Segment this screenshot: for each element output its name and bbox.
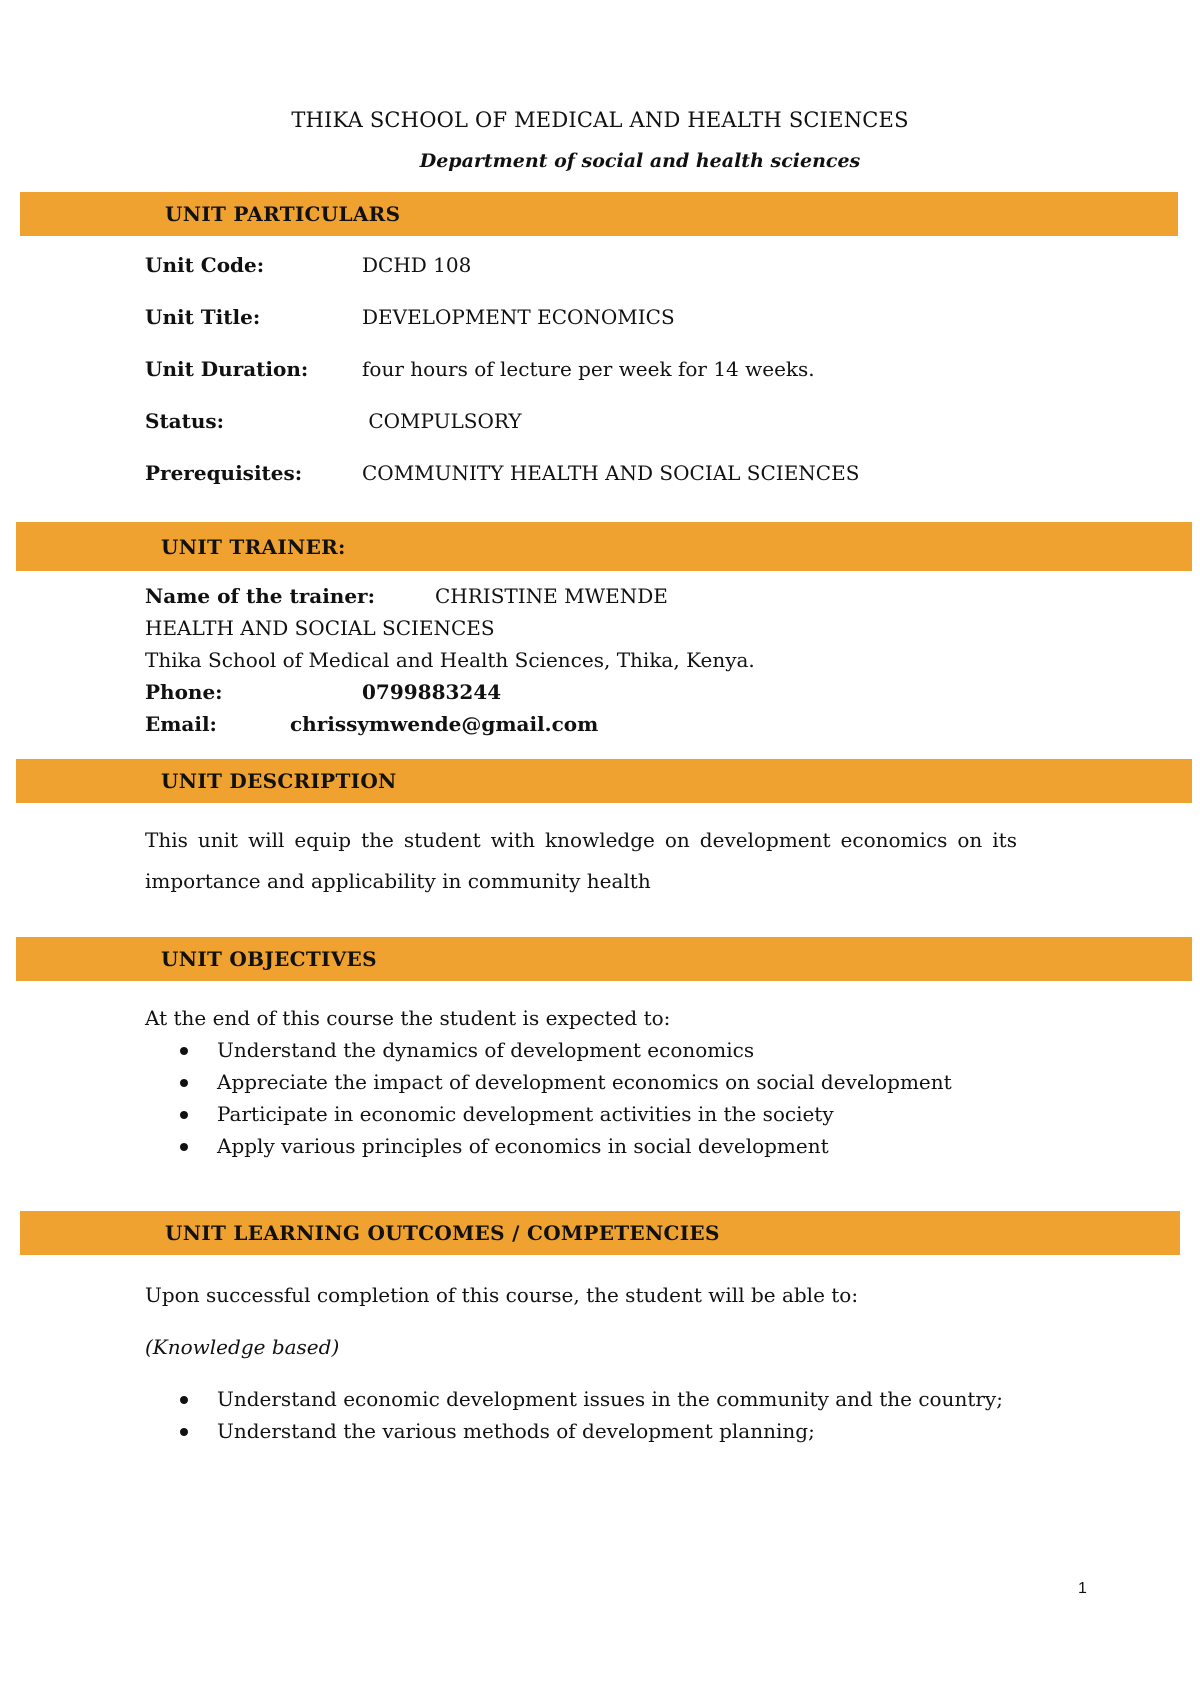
list-item: Apply various principles of economics in social development	[145, 1134, 952, 1166]
unit-description-text: This unit will equip the student with knowledge on development economics on its importance and applicability in community health	[145, 828, 1017, 893]
prerequisites-label: Prerequisites:	[145, 461, 303, 485]
unit-duration-label: Unit Duration:	[145, 357, 309, 381]
list-item: Participate in economic development activities in the society	[145, 1102, 952, 1134]
email-value: chrissymwende@gmail.com	[290, 712, 599, 736]
unit-code-value: DCHD 108	[362, 253, 472, 277]
section-band-particulars	[20, 192, 1178, 236]
bullet-icon	[180, 1396, 188, 1404]
unit-title-label: Unit Title:	[145, 305, 261, 329]
outcomes-subheading: (Knowledge based)	[145, 1335, 340, 1359]
prerequisites-value: COMMUNITY HEALTH AND SOCIAL SCIENCES	[362, 461, 860, 485]
section-band-trainer	[16, 522, 1192, 571]
section-heading-objectives: UNIT OBJECTIVES	[161, 947, 377, 971]
trainer-department: HEALTH AND SOCIAL SCIENCES	[145, 616, 495, 640]
trainer-name-value: CHRISTINE MWENDE	[435, 584, 668, 608]
outcomes-list	[145, 1387, 1003, 1451]
bullet-icon	[180, 1079, 188, 1087]
section-heading-outcomes: UNIT LEARNING OUTCOMES / COMPETENCIES	[165, 1221, 720, 1245]
section-band-outcomes	[20, 1211, 1180, 1255]
section-heading-trainer: UNIT TRAINER:	[161, 535, 346, 559]
section-heading-particulars: UNIT PARTICULARS	[165, 202, 401, 226]
bullet-icon	[180, 1428, 188, 1436]
section-heading-description: UNIT DESCRIPTION	[161, 769, 397, 793]
objectives-intro: At the end of this course the student is expected to:	[145, 1006, 671, 1030]
bullet-icon	[180, 1143, 188, 1151]
status-label: Status:	[145, 409, 225, 433]
list-item: Understand economic development issues in the community and the country;	[145, 1387, 1003, 1419]
status-value: COMPULSORY	[362, 409, 522, 433]
section-band-objectives	[16, 937, 1192, 981]
unit-code-label: Unit Code:	[145, 253, 265, 277]
unit-title-value: DEVELOPMENT ECONOMICS	[362, 305, 675, 329]
phone-label: Phone:	[145, 680, 223, 704]
phone-value: 0799883244	[362, 680, 502, 704]
unit-duration-value: four hours of lecture per week for 14 weeks.	[362, 357, 815, 381]
objectives-list	[145, 1038, 952, 1166]
trainer-name-label: Name of the trainer:	[145, 584, 375, 608]
outcomes-intro: Upon successful completion of this course, the student will be able to:	[145, 1283, 859, 1307]
page-number: 1	[1078, 1580, 1087, 1597]
bullet-icon	[180, 1047, 188, 1055]
list-item: Understand the various methods of development planning;	[145, 1419, 1003, 1451]
list-item: Understand the dynamics of development economics	[145, 1038, 952, 1070]
list-item: Appreciate the impact of development economics on social development	[145, 1070, 952, 1102]
trainer-institution: Thika School of Medical and Health Sciences, Thika, Kenya.	[145, 648, 755, 672]
school-title: THIKA SCHOOL OF MEDICAL AND HEALTH SCIENCES	[291, 108, 909, 132]
bullet-icon	[180, 1111, 188, 1119]
department-subtitle: Department of social and health sciences	[419, 150, 861, 172]
email-label: Email:	[145, 712, 217, 736]
section-band-description	[16, 759, 1192, 803]
